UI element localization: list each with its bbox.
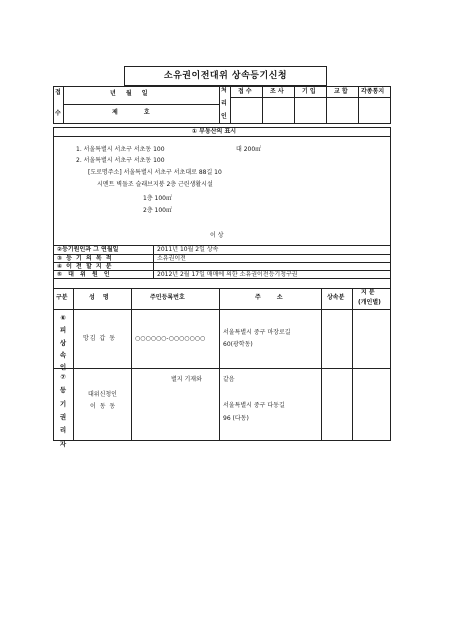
document-title: 소유권이전대위 상속등기신청 bbox=[163, 71, 288, 81]
receipt-label-char-1: 접 bbox=[55, 89, 61, 96]
property-end-mark: 이 상 bbox=[210, 232, 224, 239]
party-header-share-individual: (개인별) bbox=[358, 299, 381, 306]
party-header-inheritance-share: 상속분 bbox=[327, 294, 345, 301]
proc-col-div-3 bbox=[326, 86, 327, 124]
heir-resident-id: ○○○○○○-○○○○○○○ bbox=[135, 335, 206, 342]
applicant-address-line-1: 서울특별시 중구 다동길 bbox=[223, 402, 285, 409]
heir-address-line-2: 60(광학동) bbox=[223, 341, 253, 348]
info-label-subrogation: ⑤ 대 위 원 인 bbox=[57, 271, 112, 278]
proc-col-check: 교 합 bbox=[334, 88, 348, 95]
party-header-name: 성 명 bbox=[89, 294, 109, 301]
property-floor-1: 1층 100㎡ bbox=[143, 195, 172, 202]
applicant-label-char: 등 bbox=[59, 386, 67, 395]
heir-label-char: ⑥ bbox=[60, 314, 66, 322]
receipt-label-divider bbox=[63, 86, 64, 124]
applicant-resident-id: 별지 기재와 bbox=[171, 376, 202, 383]
heir-label-char: 인 bbox=[59, 363, 67, 372]
info-label-cause: ②등기원인과 그 연월일 bbox=[57, 246, 119, 253]
top-table-border-left bbox=[53, 86, 54, 124]
info-label-purpose: ③ 등 기 의 목 적 bbox=[57, 255, 113, 262]
property-line-2: 2. 서울특별시 서초구 서초동 100 bbox=[76, 157, 165, 164]
info-label-share: ④ 이 전 할 지 분 bbox=[57, 263, 113, 270]
processing-label-left bbox=[219, 86, 220, 124]
proc-col-review: 조 사 bbox=[270, 88, 284, 95]
info-value-subrogation: 2012년 2월 17일 매매에 의한 소유권이전등기청구권 bbox=[157, 271, 298, 278]
top-table-border-right bbox=[390, 86, 391, 124]
applicant-name-line-2: 이 동 동 bbox=[90, 403, 117, 410]
proc-col-notice: 각종통지 bbox=[361, 88, 385, 95]
applicant-label-char: 리 bbox=[59, 426, 67, 435]
applicant-name-line-1: 대위신청인 bbox=[88, 391, 117, 398]
heir-label-char: 상 bbox=[59, 338, 67, 347]
proc-col-div-1 bbox=[262, 86, 263, 124]
proc-col-entry: 기 입 bbox=[302, 88, 316, 95]
applicant-label bbox=[55, 371, 71, 451]
receipt-row-divider bbox=[63, 104, 219, 105]
info-row-bottom bbox=[53, 278, 391, 279]
party-col-div-2 bbox=[131, 288, 132, 440]
heir-label-char: 속 bbox=[59, 351, 67, 360]
party-header-share: 지 분 bbox=[361, 289, 375, 296]
applicant-address-line-2: 96 (다동) bbox=[223, 415, 249, 422]
main-border-left bbox=[53, 127, 54, 440]
processing-label-char-2: 리 bbox=[221, 100, 227, 107]
property-building-desc: 시멘트 벽돌조 슬래브지붕 2층 근린생활시설 bbox=[97, 181, 213, 188]
document-title-box bbox=[124, 66, 327, 86]
heir-label-char: 피 bbox=[59, 326, 67, 335]
heir-address-line-1: 서울특별시 중구 마장로길 bbox=[223, 329, 291, 336]
applicant-address-line-0: 같음 bbox=[223, 376, 235, 383]
party-col-div-1 bbox=[73, 288, 74, 440]
processing-label-char-3: 인 bbox=[221, 113, 227, 120]
top-table-border-bottom bbox=[53, 123, 391, 124]
heir-label bbox=[55, 312, 71, 374]
processing-label-char-1: 처 bbox=[221, 87, 227, 94]
main-border-bottom bbox=[53, 440, 391, 441]
party-row-divider bbox=[53, 368, 391, 369]
info-label-divider bbox=[153, 245, 154, 279]
heir-name: 망김 갑 동 bbox=[83, 335, 116, 342]
receipt-number-label: 제 호 bbox=[112, 109, 150, 116]
applicant-label-char: 권 bbox=[59, 412, 67, 421]
property-road-address: [도로명주소] 서울특별시 서초구 서초대로 88길 10 bbox=[88, 169, 222, 176]
property-area-land: 대 200㎡ bbox=[236, 146, 262, 153]
section1-header: ① 부동산의 표시 bbox=[192, 128, 237, 135]
party-header-resident-id: 주민등록번호 bbox=[150, 294, 185, 301]
party-header-divider bbox=[53, 309, 391, 310]
processing-label-right bbox=[230, 86, 231, 124]
party-col-div-3 bbox=[219, 288, 220, 440]
processing-header-divider bbox=[230, 97, 390, 98]
property-floor-2: 2층 100㎡ bbox=[143, 207, 172, 214]
receipt-date-label: 년 월 일 bbox=[110, 90, 148, 97]
proc-col-receipt: 접 수 bbox=[238, 88, 252, 95]
section1-header-divider bbox=[53, 136, 391, 137]
applicant-label-char: 자 bbox=[59, 439, 67, 448]
proc-col-div-4 bbox=[358, 86, 359, 124]
applicant-label-char: 기 bbox=[59, 399, 67, 408]
party-col-div-4 bbox=[321, 288, 322, 440]
party-table-top bbox=[53, 288, 391, 289]
party-header-address: 주 소 bbox=[255, 294, 283, 301]
property-line-1: 1. 서울특별시 서초구 서초동 100 bbox=[76, 146, 165, 153]
receipt-label-char-2: 수 bbox=[55, 110, 61, 117]
info-value-cause: 2011년 10월 2일 상속 bbox=[157, 246, 219, 253]
info-value-purpose: 소유권이전 bbox=[157, 255, 186, 262]
party-col-div-5 bbox=[352, 288, 353, 440]
applicant-label-char: ⑦ bbox=[60, 373, 66, 381]
party-header-category: 구분 bbox=[56, 294, 68, 301]
proc-col-div-2 bbox=[294, 86, 295, 124]
main-border-right bbox=[390, 127, 391, 440]
